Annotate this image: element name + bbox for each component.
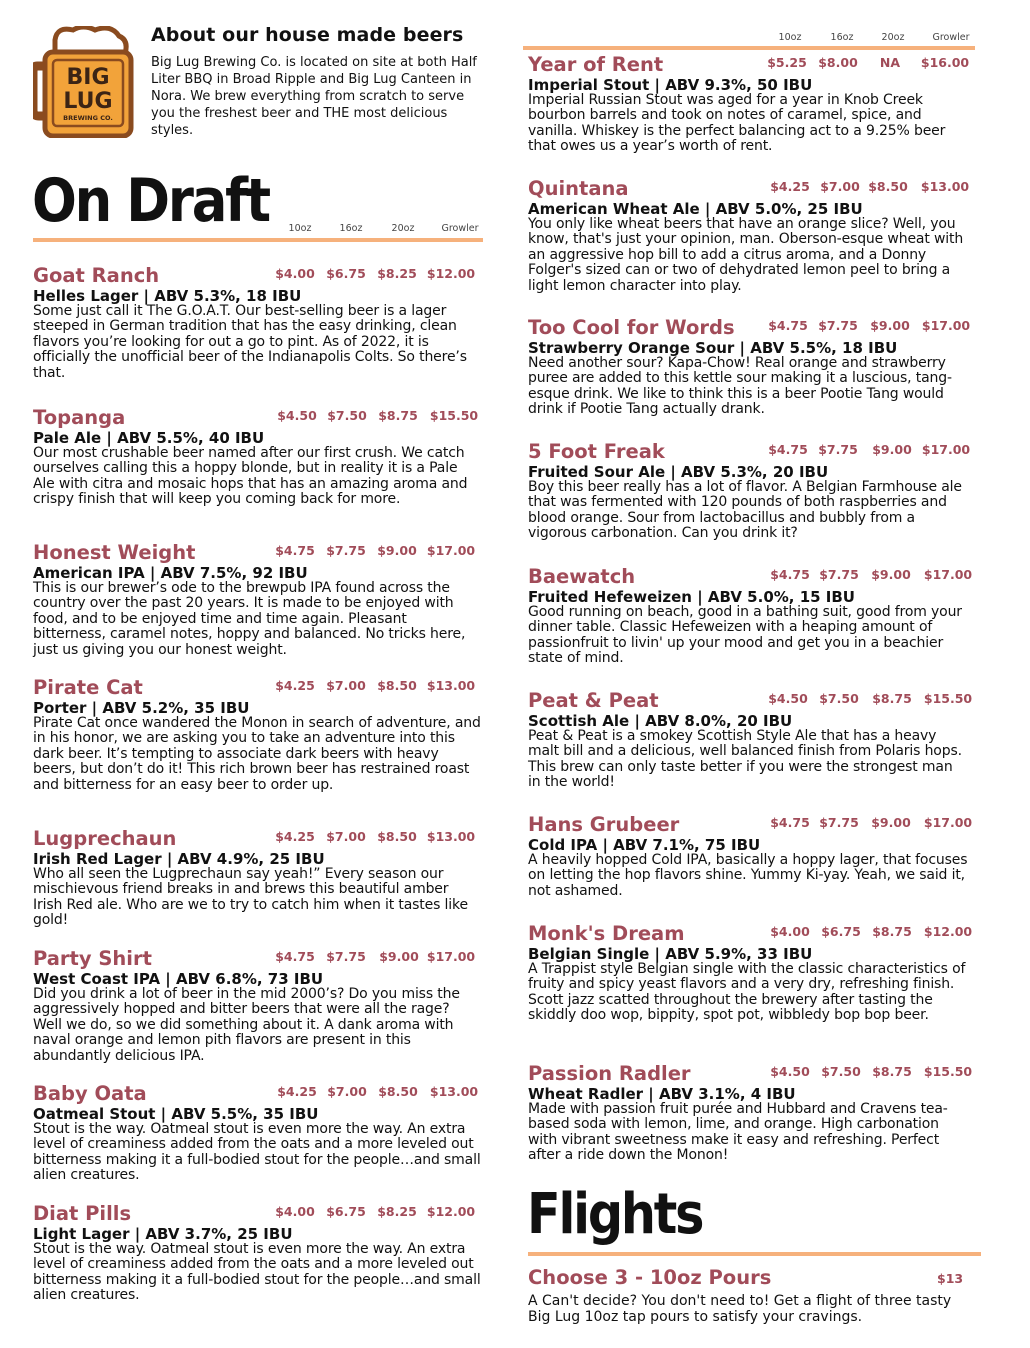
beer-description: Made with passion fruit purée and Hubbard and Cravens tea-based soda with lemon, lime, and orange. High carbonation with vibrant sweetness make it easy and refreshing. Perfect after a ride down the Monon! [528,1101,948,1164]
price-16oz: $8.00 [818,55,858,70]
beer-name: Baewatch [528,565,636,588]
beer-style: Wheat Radler | ABV 3.1%, 4 IBU [528,1085,796,1103]
beer-style: Imperial Stout | ABV 9.3%, 50 IBU [528,76,813,94]
beer-style: Scottish Ale | ABV 8.0%, 20 IBU [528,712,793,730]
price-20oz: $8.50 [868,179,908,194]
price-20oz: $9.00 [379,949,419,964]
price-growler: $17.00 [426,949,476,964]
beer-name: Peat & Peat [528,689,659,712]
size-growler: Growler [441,223,479,234]
price-10oz: $4.75 [275,543,315,558]
price-16oz: $7.75 [819,815,859,830]
price-10oz: $4.75 [768,442,808,457]
price-16oz: $7.50 [327,408,367,423]
price-20oz: $9.00 [871,815,911,830]
beer-style: Oatmeal Stout | ABV 5.5%, 35 IBU [33,1105,319,1123]
beer-name: Baby Oata [33,1082,147,1105]
price-10oz: $4.25 [277,1084,317,1099]
flights-divider [528,1252,981,1256]
beer-name: Year of Rent [528,53,664,76]
flights-title: Flights [527,1182,703,1247]
price-16oz: $6.75 [821,924,861,939]
price-10oz: $5.25 [767,55,807,70]
beer-name: Too Cool for Words [528,316,735,339]
price-growler: $12.00 [426,1204,476,1219]
price-20oz: $8.50 [377,829,417,844]
beer-name: Goat Ranch [33,264,160,287]
beer-name: Diat Pills [33,1202,132,1225]
beer-name: Party Shirt [33,947,152,970]
beer-style: Belgian Single | ABV 5.9%, 33 IBU [528,945,813,963]
price-20oz: $9.00 [870,318,910,333]
beer-style: Fruited Sour Ale | ABV 5.3%, 20 IBU [528,463,829,481]
size-20oz: 20oz [881,32,905,43]
price-20oz: $9.00 [871,567,911,582]
beer-name: Monk's Dream [528,922,685,945]
logo-text-big: BIG [66,65,110,90]
size-10oz: 10oz [288,223,312,234]
price-10oz: $4.25 [275,829,315,844]
beer-name: Lugprechaun [33,827,177,850]
beer-name: Pirate Cat [33,676,143,699]
logo-text-lug: LUG [63,89,113,114]
on-draft-title: On Draft [32,166,269,236]
price-10oz: $4.00 [770,924,810,939]
price-growler: $13.00 [920,179,970,194]
price-16oz: $7.75 [818,318,858,333]
price-20oz: $9.00 [872,442,912,457]
beer-description: Boy this beer really has a lot of flavor. A Belgian Farmhouse ale that was fermented with 120 pounds of both raspberries and blood orange. Sour from lactobacillus and bubbly from a vigorous carbonation. Can you drink it? [528,479,962,542]
price-16oz: $7.75 [818,442,858,457]
beer-description: Our most crushable beer named after our first crush. We catch ourselves calling this a hoppy blonde, but in reality it is a Pale Ale with citra and mosaic hops that has an amazing aroma and crispy finish that will keep you coming back for more. [33,445,468,508]
size-growler: Growler [932,32,970,43]
price-growler: $15.50 [923,691,973,706]
price-growler: $13.00 [429,1084,479,1099]
price-growler: $17.00 [921,318,971,333]
size-10oz: 10oz [778,32,802,43]
flight-price: $13 [937,1271,964,1286]
beer-description: Imperial Russian Stout was aged for a year in Knob Creek bourbon barrels and took on notes of caramel, spice, and vanilla. Whiskey is the perfect balancing act to a 9.25% beer that owes us a year’s worth of rent. [528,92,946,155]
price-growler: $12.00 [426,266,476,281]
size-16oz: 16oz [339,223,363,234]
price-16oz: $7.75 [819,567,859,582]
price-16oz: $7.00 [326,678,366,693]
price-16oz: $7.75 [326,949,366,964]
beer-description: Who all seen the Lugprechaun say yeah!” Every season our mischievous friend breaks in and brews this beautiful amber Irish Red ale. Who are we to try to catch him when it tastes like gold! [33,866,468,929]
price-10oz: $4.25 [770,179,810,194]
beer-description: Peat & Peat is a smokey Scottish Style Ale that has a heavy malt bill and a delicious, well balanced finish from Polaris hops. This brew can only taste better if you were the strongest man in the world! [528,728,962,791]
beer-description: Did you drink a lot of beer in the mid 2000’s? Do you miss the aggressively hopped and bitter beers that were all the rage? Well we do, so we did something about it. A dank aroma with naval orange and lemon pith flavors are present in this abundantly delicious IPA. [33,986,460,1064]
price-20oz: $8.75 [872,691,912,706]
beer-name: 5 Foot Freak [528,440,665,463]
size-20oz: 20oz [391,223,415,234]
price-10oz: $4.50 [277,408,317,423]
price-growler: $13.00 [426,678,476,693]
price-16oz: $7.75 [326,543,366,558]
beer-style: West Coast IPA | ABV 6.8%, 73 IBU [33,970,324,988]
logo-text-brewing: BREWING CO. [63,114,113,122]
price-10oz: $4.75 [768,318,808,333]
price-16oz: $7.50 [821,1064,861,1079]
beer-description: Stout is the way. Oatmeal stout is even more the way. An extra level of creaminess added from the oats and a more leveled out bitterness making it a full-bodied stout for the people…and small alien creatures. [33,1121,481,1184]
beer-description: This is our brewer’s ode to the brewpub IPA found across the country over the past 20 years. It is made to be enjoyed with food, and to be enjoyed time and time again. Pleasant bitterness, caramel notes, hoppy and balanced. No tricks here, just us giving you our honest weight. [33,580,466,658]
beer-style: Light Lager | ABV 3.7%, 25 IBU [33,1225,293,1243]
beer-description: Need another sour? Kapa-Chow! Real orange and strawberry puree are added to this kettle sour making it a luscious, tang-esque drink. We like to think this is a beer Pootie Tang would drink if Pootie Tang actually drank. [528,355,952,418]
beer-description: A heavily hopped Cold IPA, basically a hoppy lager, that focuses on letting the hop flavors shine. Yummy Ki-yay. Yeah, we said it, not ashamed. [528,852,968,899]
beer-style: American IPA | ABV 7.5%, 92 IBU [33,564,308,582]
right-divider [523,46,975,50]
flight-name: Choose 3 - 10oz Pours [528,1266,772,1289]
beer-style: Porter | ABV 5.2%, 35 IBU [33,699,250,717]
big-lug-logo [33,26,143,138]
price-20oz: $9.00 [377,543,417,558]
beer-name: Topanga [33,406,126,429]
price-16oz: $6.75 [326,266,366,281]
beer-style: Pale Ale | ABV 5.5%, 40 IBU [33,429,265,447]
price-growler: $16.00 [920,55,970,70]
left-divider [33,238,483,242]
price-20oz: $8.25 [377,1204,417,1219]
price-20oz: $8.75 [872,1064,912,1079]
about-text: Big Lug Brewing Co. is located on site at both Half Liter BBQ in Broad Ripple and Big Lug Canteen in Nora. We brew everything from scratch to serve you the freshest beer and THE most delicious styles. [151,55,477,138]
price-16oz: $6.75 [326,1204,366,1219]
price-growler: $15.50 [429,408,479,423]
beer-style: Helles Lager | ABV 5.3%, 18 IBU [33,287,302,305]
beer-description: You only like wheat beers that have an orange slice? Well, you know, that's just your opinion, man. Oberson-esque wheat with an aggressive hop bill to add a citrus aroma, and a Donny Folger's sized can or two of dehydrated lemon peel to bring a light lemon character into play. [528,216,964,294]
price-growler: $17.00 [923,567,973,582]
beer-style: Fruited Hefeweizen | ABV 5.0%, 15 IBU [528,588,855,606]
about-section [151,24,481,139]
price-10oz: $4.00 [275,1204,315,1219]
beer-name: Honest Weight [33,541,196,564]
price-growler: $15.50 [923,1064,973,1079]
price-10oz: $4.00 [275,266,315,281]
about-title: About our house made beers [151,24,464,46]
price-10oz: $4.75 [770,815,810,830]
price-20oz: $8.50 [378,1084,418,1099]
flight-description: A Can't decide? You don't need to! Get a flight of three tasty Big Lug 10oz tap pours to satisfy your cravings. [528,1293,952,1325]
price-growler: $13.00 [426,829,476,844]
beer-description: Pirate Cat once wandered the Monon in search of adventure, and in his honor, we are asking you to take an adventure into this dark beer. It’s tempting to associate dark beers with heavy beers, but don’t do it! This rich brown beer has restrained roast and bitterness for an easy beer to order up. [33,715,481,793]
beer-name: Hans Grubeer [528,813,680,836]
price-growler: $17.00 [921,442,971,457]
beer-description: A Trappist style Belgian single with the classic characteristics of fruity and spicy yeast flavors and a very dry, refreshing finish. Scott jazz scatted throughout the brewery after tasting the skiddly doo wop, bippity, spot pot, wibbledy bop bop beer. [528,961,966,1024]
beer-style: Strawberry Orange Sour | ABV 5.5%, 18 IBU [528,339,898,357]
beer-mug-logo-icon [33,26,143,138]
price-10oz: $4.50 [770,1064,810,1079]
beer-name: Passion Radler [528,1062,691,1085]
price-10oz: $4.75 [770,567,810,582]
price-10oz: $4.25 [275,678,315,693]
price-16oz: $7.50 [819,691,859,706]
price-10oz: $4.50 [768,691,808,706]
price-growler: $17.00 [426,543,476,558]
size-16oz: 16oz [830,32,854,43]
price-16oz: $7.00 [327,1084,367,1099]
beer-description: Stout is the way. Oatmeal stout is even more the way. An extra level of creaminess added from the oats and a more leveled out bitterness making it a full-bodied stout for the people…and small alien creatures. [33,1241,481,1304]
price-growler: $17.00 [923,815,973,830]
price-10oz: $4.75 [275,949,315,964]
beer-style: American Wheat Ale | ABV 5.0%, 25 IBU [528,200,863,218]
beer-description: Some just call it The G.O.A.T. Our best-selling beer is a lager steeped in German tradition that has the easy drinking, clean flavors you’re looking for out a go to pint. As of 2022, it is officially the unofficial beer of the Indianapolis Colts. So there’s that. [33,303,467,381]
beer-style: Cold IPA | ABV 7.1%, 75 IBU [528,836,761,854]
price-16oz: $7.00 [326,829,366,844]
price-20oz: $8.75 [378,408,418,423]
beer-description: Good running on beach, good in a bathing suit, good from your dinner table. Classic Hefeweizen with a heaping amount of passionfruit to livin' up your mood and get you in a beachier state of mind. [528,604,962,667]
price-20oz: $8.25 [377,266,417,281]
price-20oz: NA [879,55,901,70]
price-16oz: $7.00 [820,179,860,194]
price-20oz: $8.75 [872,924,912,939]
beer-name: Quintana [528,177,629,200]
beer-style: Irish Red Lager | ABV 4.9%, 25 IBU [33,850,325,868]
price-20oz: $8.50 [377,678,417,693]
price-growler: $12.00 [923,924,973,939]
